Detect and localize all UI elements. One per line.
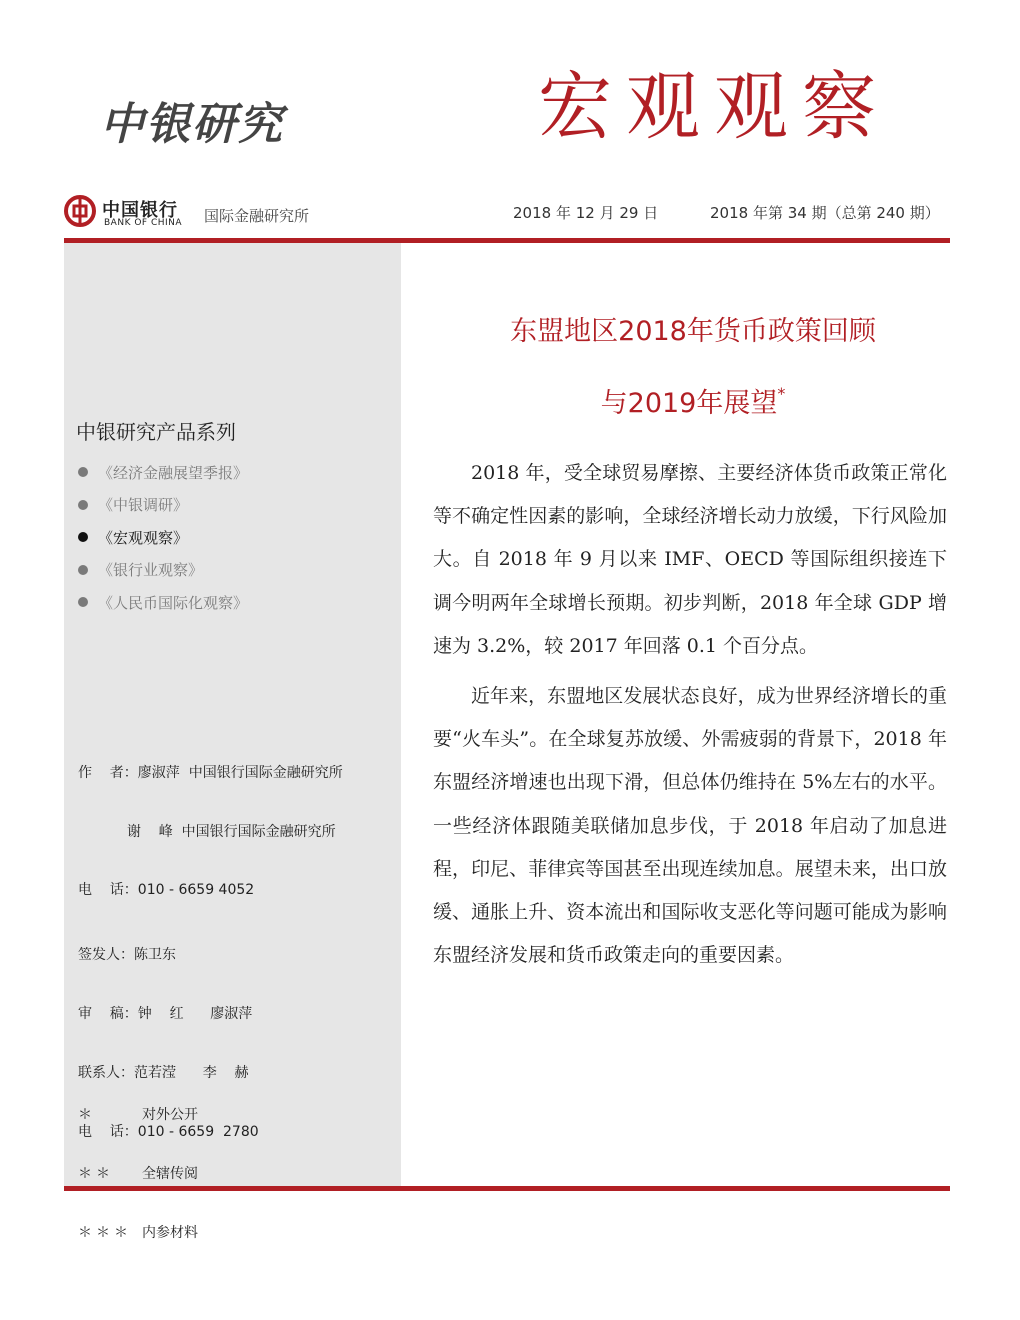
series-label: 《人民币国际化观察》	[98, 593, 249, 612]
author-line: 作 者：廖淑萍 中国银行国际金融研究所	[78, 765, 343, 781]
bank-of-china-emblem-icon	[64, 195, 96, 227]
title-footnote-mark: *	[777, 384, 786, 403]
logo-chinese-text: 中国银行	[102, 200, 178, 221]
bullet-icon	[78, 532, 88, 542]
bullet-icon	[78, 467, 88, 477]
series-list	[78, 456, 248, 619]
series-item-active	[78, 521, 248, 554]
contact-phone: 电 话：010 - 6659 2780	[78, 1124, 259, 1140]
bottom-divider	[64, 1186, 950, 1191]
article-paragraph: 2018 年，受全球贸易摩擦、主要经济体货币政策正常化等不确定性因素的影响，全球经济增长动力放缓，下行风险加大。自 2018 年 9 月以来 IMF、OECD 等国际组织接连下调今明两年全球增长预期。初步判断，2018 年全球 GDP 增速为 3.2%，较 2017 年回落 0.1 个百分点。	[433, 462, 947, 657]
bullet-icon	[78, 597, 88, 607]
contact-line: 联系人：范若滢 李 赫	[78, 1065, 249, 1081]
series-item	[78, 554, 248, 587]
distribution-stars: ＊	[78, 1107, 96, 1123]
approver-line: 签发人：陈卫东	[78, 947, 176, 963]
reviewer-line: 审 稿：钟 红 廖淑萍	[78, 1006, 253, 1022]
article-paragraph: 近年来，东盟地区发展状态良好，成为世界经济增长的重要“火车头”。在全球复苏放缓、外需疲弱的背景下，2018 年东盟经济增速也出现下滑，但总体仍维持在 5%左右的水平。一些经济体跟随美联储加息步伐，于 2018 年启动了加息进程，印尼、菲律宾等国甚至出现连续加息。展望未来，出口放缓、通胀上升、资本流出和国际收支恶化等问题可能成为影响东盟经济发展和货币政策走向的重要因素。	[433, 685, 947, 967]
brand-calligraphy-logo: 中银研究	[100, 99, 284, 150]
bullet-icon	[78, 500, 88, 510]
article-title-line-1: 东盟地区2018年货币政策回顾	[510, 316, 876, 347]
distribution-stars: ＊＊＊	[78, 1225, 132, 1241]
article-title-line-2	[420, 384, 966, 419]
series-item	[78, 456, 248, 489]
issue-date: 2018 年 12 月 29 日	[513, 204, 659, 222]
article-title-text: 与2019年展望	[600, 388, 778, 419]
series-label: 《经济金融展望季报》	[98, 463, 249, 482]
distribution-stars: ＊＊	[78, 1166, 114, 1182]
article-body	[433, 452, 947, 977]
distribution-legend	[78, 1070, 198, 1263]
distribution-row	[78, 1102, 198, 1129]
series-label: 《宏观观察》	[98, 528, 189, 547]
series-label: 《银行业观察》	[98, 561, 204, 580]
author-block	[78, 728, 343, 920]
distribution-label: 全辖传阅	[142, 1166, 198, 1182]
institute-name: 国际金融研究所	[204, 207, 310, 225]
distribution-row	[78, 1161, 198, 1188]
distribution-label: 内参材料	[142, 1225, 198, 1241]
author-line: 谢 峰 中国银行国际金融研究所	[78, 823, 336, 840]
series-label: 《中银调研》	[98, 496, 189, 515]
distribution-label: 对外公开	[142, 1107, 198, 1123]
bullet-icon	[78, 565, 88, 575]
report-series-title: 宏观观察	[538, 64, 890, 150]
series-item	[78, 489, 248, 522]
distribution-row	[78, 1220, 198, 1247]
issue-number: 2018 年第 34 期（总第 240 期）	[710, 204, 940, 222]
bank-of-china-logo	[64, 195, 194, 231]
author-phone: 电 话：010 - 6659 4052	[78, 882, 255, 898]
logo-english-text: BANK OF CHINA	[104, 218, 183, 228]
series-item	[78, 586, 248, 619]
series-heading: 中银研究产品系列	[76, 420, 236, 444]
